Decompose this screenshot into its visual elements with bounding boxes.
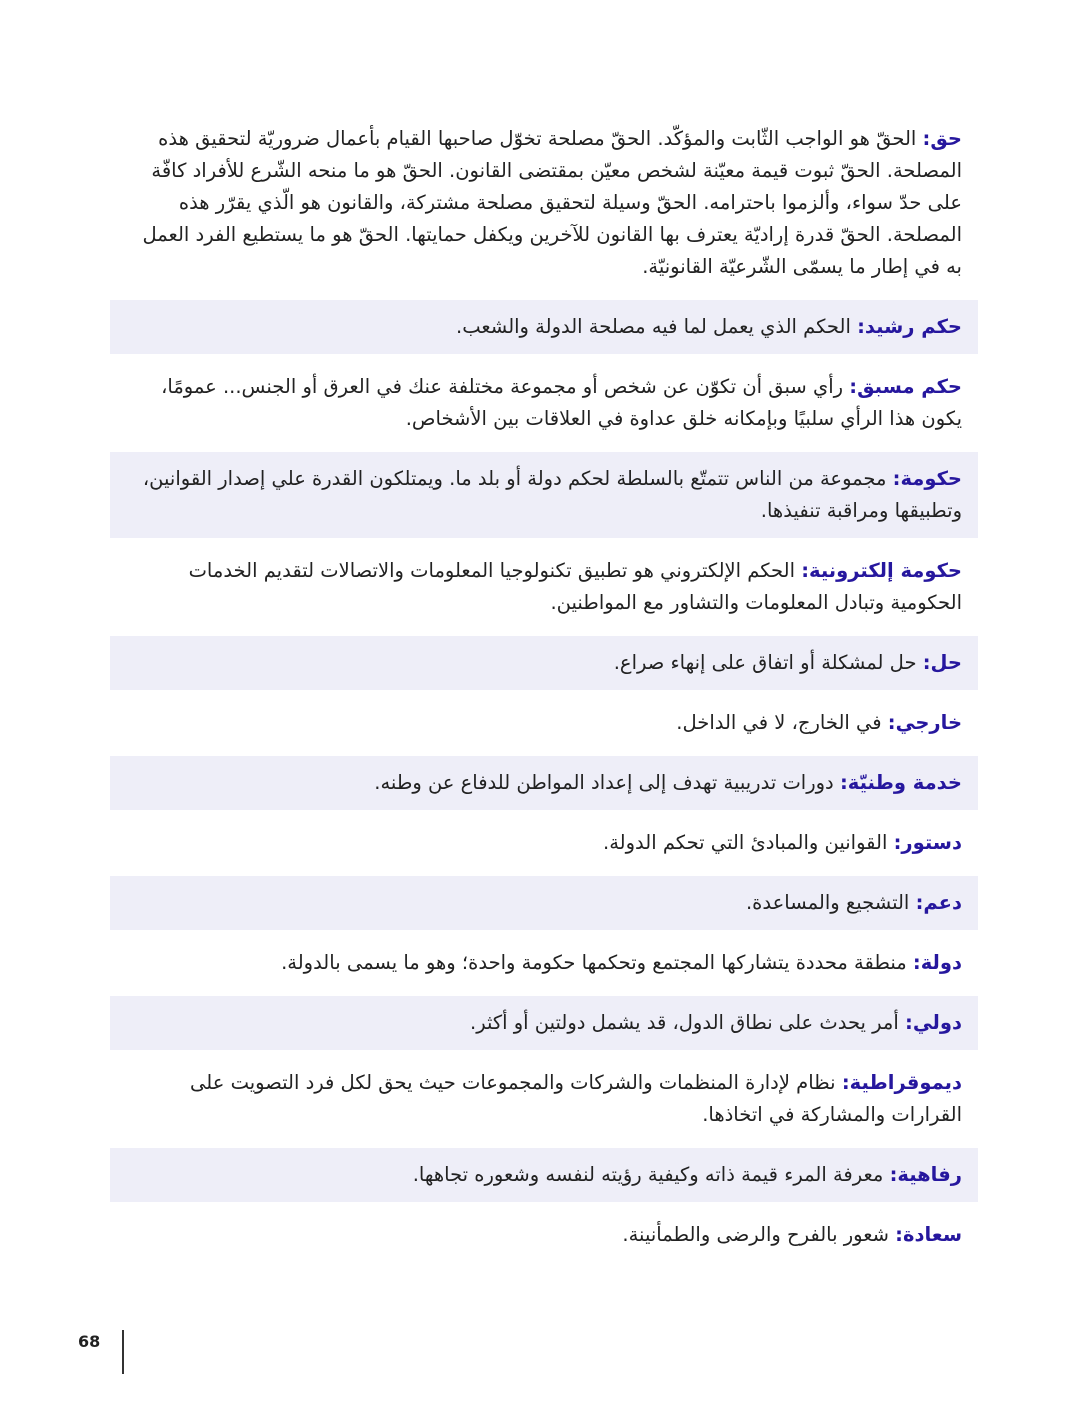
- glossary-definition: الحقّ هو الواجب الثّابت والمؤكّد. الحقّ مصلحة تخوّل صاحبها القيام بأعمال ضروريّة لتحقيق هذه المصلحة. الحقّ ثبوت قيمة معيّنة لشخص معيّن بمقتضى القانون. الحقّ هو ما منحه الشّرع للأفراد كافّة على حدّ سواء، وألزموا باحترامه. الحقّ وسيلة لتحقيق مصلحة مشتركة، والقانون هو الّذي يقرّر هذه المصلحة. الحقّ قدرة إراديّة يعترف بها القانون للآخرين ويكفل حمايتها. الحقّ هو ما يستطيع الفرد العمل به في إطار ما يسمّى الشّرعيّة القانونيّة.: [142, 127, 962, 278]
- term-colon: :: [915, 891, 924, 914]
- glossary-term: رفاهية: [897, 1163, 962, 1186]
- glossary-entry: [110, 816, 978, 870]
- glossary-definition: حل لمشكلة أو اتفاق على إنهاء صراع.: [613, 651, 917, 674]
- glossary-definition: أمر يحدث على نطاق الدول، قد يشمل دولتين أو أكثر.: [470, 1011, 899, 1034]
- glossary-definition: منطقة محددة يتشاركها المجتمع وتحكمها حكومة واحدة؛ وهو ما يسمى بالدولة.: [281, 951, 907, 974]
- glossary-definition: نظام لإدارة المنظمات والشركات والمجموعات حيث يحق لكل فرد التصويت على القرارات والمشاركة في اتخاذها.: [190, 1071, 962, 1126]
- glossary-entry: [110, 876, 978, 930]
- glossary-term: دولي: [912, 1011, 962, 1034]
- glossary-term: سعادة: [902, 1223, 962, 1246]
- glossary-definition: دورات تدريبية تهدف إلى إعداد المواطن للدفاع عن وطنه.: [374, 771, 834, 794]
- glossary-term: حكومة إلكترونية: [809, 559, 962, 582]
- glossary-entry: [110, 112, 978, 294]
- glossary-term: حكم رشيد: [864, 315, 962, 338]
- glossary-entry: [110, 936, 978, 990]
- glossary-definition: شعور بالفرح والرضى والطمأنينة.: [622, 1223, 889, 1246]
- glossary-term: دستور: [901, 831, 962, 854]
- term-colon: :: [893, 831, 902, 854]
- glossary-entry: [110, 756, 978, 810]
- glossary-entry: [110, 1208, 978, 1262]
- glossary-definition: مجموعة من الناس تتمتّع بالسلطة لحكم دولة أو بلد ما. ويمتلكون القدرة علي إصدار القوانين، وتطبيقها ومراقبة تنفيذها.: [142, 467, 962, 522]
- term-colon: :: [857, 315, 865, 338]
- term-colon: :: [892, 467, 901, 490]
- glossary-definition: الحكم الإلكتروني هو تطبيق تكنولوجيا المعلومات والاتصالات لتقديم الخدمات الحكومية وتبادل المعلومات والتشاور مع المواطنين.: [188, 559, 962, 614]
- term-colon: :: [887, 711, 896, 734]
- glossary-definition: التشجيع والمساعدة.: [745, 891, 910, 914]
- glossary-list: [110, 112, 978, 1268]
- glossary-term: دعم: [923, 891, 962, 914]
- footer-divider: [122, 1330, 124, 1374]
- term-colon: :: [922, 651, 931, 674]
- glossary-entry: [110, 996, 978, 1050]
- term-colon: :: [922, 127, 931, 150]
- term-colon: :: [801, 559, 810, 582]
- glossary-entry: [110, 1056, 978, 1142]
- glossary-term: حكومة: [900, 467, 962, 490]
- glossary-entry: [110, 636, 978, 690]
- glossary-term: حكم مسبق: [857, 375, 962, 398]
- glossary-term: خارجي: [895, 711, 962, 734]
- term-colon: :: [841, 1071, 850, 1094]
- glossary-entry: [110, 1148, 978, 1202]
- term-colon: :: [905, 1011, 913, 1034]
- page-footer: [70, 1330, 130, 1374]
- glossary-entry: [110, 544, 978, 630]
- glossary-definition: الحكم الذي يعمل لما فيه مصلحة الدولة والشعب.: [456, 315, 851, 338]
- glossary-definition: معرفة المرء قيمة ذاته وكيفية رؤيته لنفسه وشعوره تجاهها.: [412, 1163, 884, 1186]
- glossary-entry: [110, 696, 978, 750]
- glossary-term: دولة: [920, 951, 962, 974]
- glossary-definition: القوانين والمبادئ التي تحكم الدولة.: [603, 831, 888, 854]
- glossary-entry: [110, 360, 978, 446]
- term-colon: :: [889, 1163, 898, 1186]
- page-number: 68: [78, 1332, 101, 1351]
- term-colon: :: [849, 375, 858, 398]
- term-colon: :: [912, 951, 921, 974]
- glossary-definition: في الخارج، لا في الداخل.: [676, 711, 882, 734]
- glossary-term: حق: [930, 127, 962, 150]
- term-colon: :: [895, 1223, 903, 1246]
- glossary-term: حل: [930, 651, 962, 674]
- glossary-entry: [110, 300, 978, 354]
- term-colon: :: [839, 771, 848, 794]
- glossary-term: ديموقراطية: [849, 1071, 962, 1094]
- glossary-term: خدمة وطنيّة: [847, 771, 962, 794]
- glossary-entry: [110, 452, 978, 538]
- glossary-definition: رأي سبق أن تكوّن عن شخص أو مجموعة مختلفة عنك في العرق أو الجنس... عمومًا، يكون هذا الرأي سلبيًا وبإمكانه خلق عداوة في العلاقات بين الأشخاص.: [161, 375, 962, 430]
